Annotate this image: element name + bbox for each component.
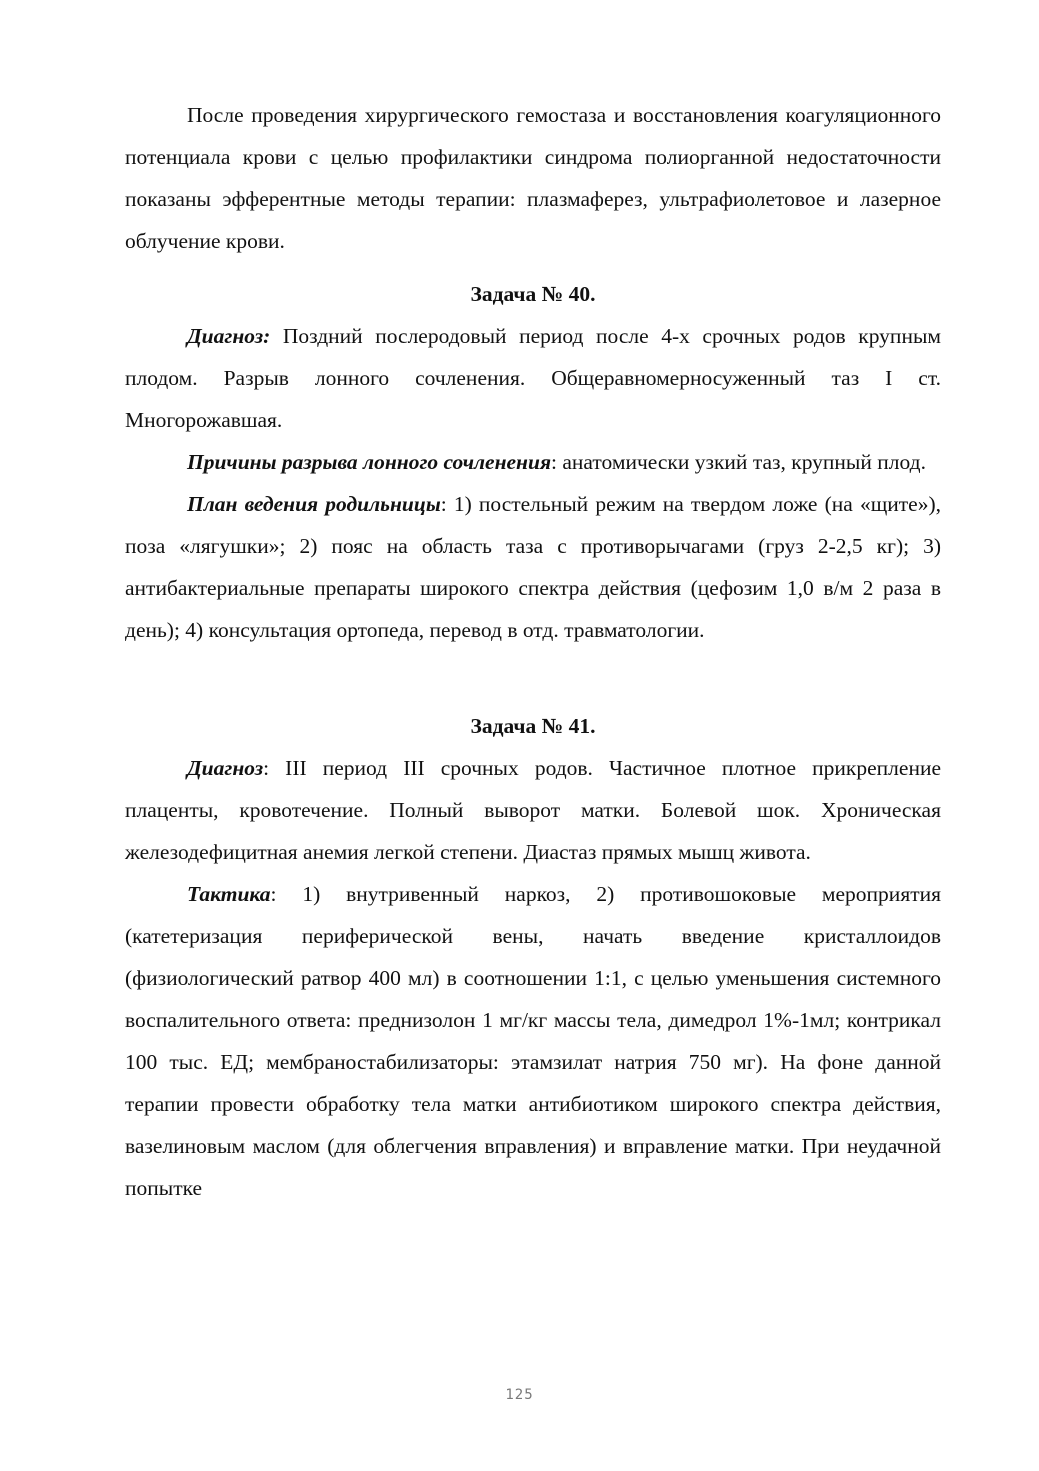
- task-40-causes-paragraph: [125, 441, 941, 483]
- page-content: [125, 94, 941, 1209]
- task-40-diagnosis-paragraph: [125, 315, 941, 441]
- task-41-heading: Задача № 41.: [470, 714, 596, 738]
- page-number: 125: [505, 1387, 534, 1403]
- task-40-plan-text: : 1) постельный режим на твердом ложе (на «щите»), поза «лягушки»; 2) пояс на область таза с противорычагами (груз 2-2,5 кг); 3) антибактериальные препараты широкого спектра действия (цефозим 1,0 в/м 2 раза в день); 4) консультация ортопеда, перевод в отд. травматологии.: [125, 492, 941, 642]
- task-41-diagnosis-label: Диагноз: [187, 756, 264, 780]
- task-41-tactics-text: : 1) внутривенный наркоз, 2) противошоковые мероприятия (катетеризация периферической вены, начать введение кристаллоидов (физиологический ратвор 400 мл) в соотношении 1:1, с целью уменьшения системного воспалительного ответа: преднизолон 1 мг/кг массы тела, димедрол 1%-1мл; контрикал 100 тыс. ЕД; мембраностабилизаторы: этамзилат натрия 750 мг). На фоне данной терапии провести обработку тела матки антибиотиком широкого спектра действия, вазелиновым маслом (для облегчения вправления) и вправление матки. При неудачной попытке: [125, 882, 941, 1200]
- task-40-plan-label: План ведения родильницы: [187, 492, 441, 516]
- task-40-heading: Задача № 40.: [470, 282, 596, 306]
- spacer: [125, 651, 941, 705]
- task-40-causes-label: Причины разрыва лонного сочленения: [187, 450, 552, 474]
- task-41-diagnosis-paragraph: [125, 747, 941, 873]
- task-40-plan-paragraph: [125, 483, 941, 651]
- task-40-diagnosis-label: Диагноз:: [187, 324, 271, 348]
- task-41-tactics-label: Тактика: [187, 882, 271, 906]
- task-40-causes-text: : анатомически узкий таз, крупный плод.: [551, 450, 926, 474]
- task-40-diagnosis-text: Поздний послеродовый период после 4-х срочных родов крупным плодом. Разрыв лонного сочленения. Общеравномерносуженный таз I ст. Многорожавшая.: [125, 324, 941, 432]
- task-41-tactics-paragraph: [125, 873, 941, 1209]
- spacer: [125, 262, 941, 273]
- task-41-diagnosis-text: : III период III срочных родов. Частичное плотное прикрепление плаценты, кровотечение. Полный выворот матки. Болевой шок. Хроническая железодефицитная анемия легкой степени. Диастаз прямых мышц живота.: [125, 756, 941, 864]
- intro-paragraph: После проведения хирургического гемостаза и восстановления коагуляционного потенциала крови с целью профилактики синдрома полиорганной недостаточности показаны эфферентные методы терапии: плазмаферез, ультрафиолетовое и лазерное облучение крови.: [125, 103, 941, 253]
